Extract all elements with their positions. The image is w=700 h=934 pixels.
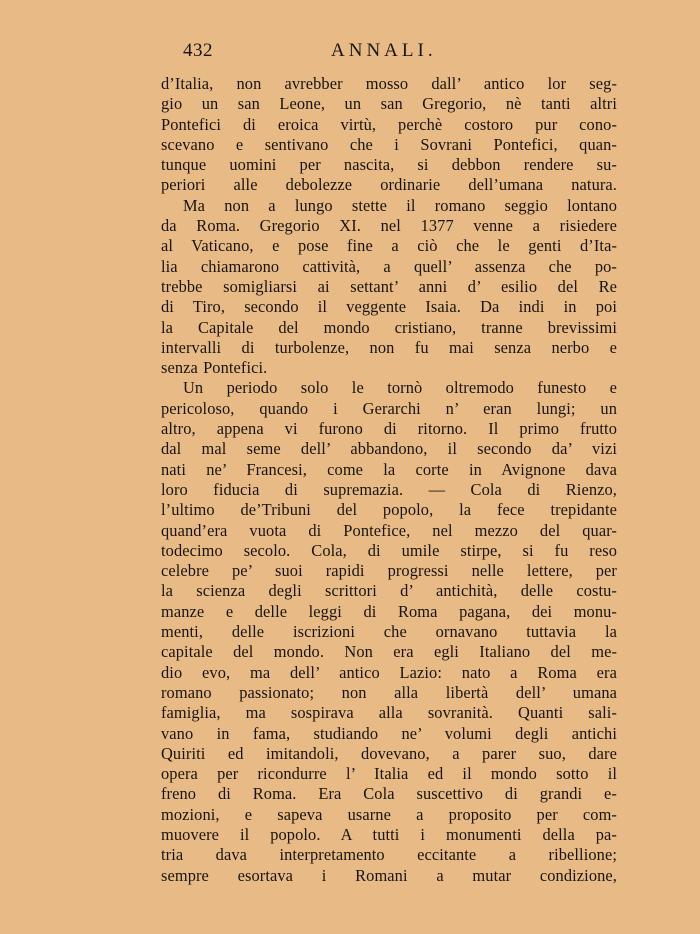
running-title: ANNALI. xyxy=(331,40,437,61)
text-line: scevano e sentivano che i Sovrani Pontefici, quan- xyxy=(161,134,617,154)
text-line: Pontefici di eroica virtù, perchè costoro pur cono- xyxy=(161,114,617,134)
text-line: vano in fama, studiando ne’ volumi degli antichi xyxy=(161,723,617,743)
text-line: altro, appena vi furono di ritorno. Il primo frutto xyxy=(161,419,617,439)
text-line: intervalli di turbolenze, non fu mai senza nerbo e xyxy=(161,337,617,357)
text-line: menti, delle iscrizioni che ornavano tuttavia la xyxy=(161,622,617,642)
text-line: tunque uomini per nascita, si debbon rendere su- xyxy=(161,155,617,175)
book-page xyxy=(161,40,617,886)
text-line: famiglia, ma sospirava alla sovranità. Quanti sali- xyxy=(161,703,617,723)
text-line: pericoloso, quando i Gerarchi n’ eran lungi; un xyxy=(161,398,617,418)
text-line: l’ultimo de’Tribuni del popolo, la fece trepidante xyxy=(161,500,617,520)
body-text xyxy=(161,74,617,886)
text-line: celebre pe’ suoi rapidi progressi nelle lettere, per xyxy=(161,561,617,581)
text-line: nati ne’ Francesi, come la corte in Avignone dava xyxy=(161,459,617,479)
text-line: opera per ricondurre l’ Italia ed il mondo sotto il xyxy=(161,764,617,784)
text-line: da Roma. Gregorio XI. nel 1377 venne a risiedere xyxy=(161,216,617,236)
text-line: muovere il popolo. A tutti i monumenti della pa- xyxy=(161,824,617,844)
text-line: la Capitale del mondo cristiano, tranne brevissimi xyxy=(161,317,617,337)
text-line: dio evo, ma dell’ antico Lazio: nato a Roma era xyxy=(161,662,617,682)
text-line: al Vaticano, e pose fine a ciò che le genti d’Ita- xyxy=(161,236,617,256)
text-line: periori alle debolezze ordinarie dell’umana natura. xyxy=(161,175,617,195)
text-line: di Tiro, secondo il veggente Isaia. Da indi in poi xyxy=(161,297,617,317)
text-line: quand’era vuota di Pontefice, nel mezzo del quar- xyxy=(161,520,617,540)
text-line: la scienza degli scrittori d’ antichità, delle costu- xyxy=(161,581,617,601)
text-line: senza Pontefici. xyxy=(161,358,268,378)
page-header xyxy=(161,40,617,74)
text-line: Ma non a lungo stette il romano seggio lontano xyxy=(183,195,617,215)
text-line: todecimo secolo. Cola, di umile stirpe, si fu reso xyxy=(161,540,617,560)
text-line: loro fiducia di supremazia. — Cola di Rienzo, xyxy=(161,479,617,499)
text-line: freno di Roma. Era Cola suscettivo di grandi e- xyxy=(161,784,617,804)
text-line: manze e delle leggi di Roma pagana, dei monu- xyxy=(161,601,617,621)
text-line: dal mal seme dell’ abbandono, il secondo da’ vizi xyxy=(161,439,617,459)
text-line: Un periodo solo le tornò oltremodo funesto e xyxy=(183,378,617,398)
text-line: d’Italia, non avrebber mosso dall’ antico lor seg- xyxy=(161,74,617,93)
text-line: gio un san Leone, un san Gregorio, nè tanti altri xyxy=(161,94,617,114)
text-line: capitale del mondo. Non era egli Italiano del me- xyxy=(161,642,617,662)
text-line: romano passionato; non alla libertà dell’ umana xyxy=(161,682,617,702)
text-line: lia chiamarono cattività, a quell’ assenza che po- xyxy=(161,256,617,276)
page-number: 432 xyxy=(183,40,213,61)
text-line: sempre esortava i Romani a mutar condizione, xyxy=(161,865,617,885)
text-line: tria dava interpretamento eccitante a ribellione; xyxy=(161,845,617,865)
text-line: trebbe somigliarsi ai settant’ anni d’ esilio del Re xyxy=(161,276,617,296)
text-line: Quiriti ed imitandoli, dovevano, a parer suo, dare xyxy=(161,743,617,763)
text-line: mozioni, e sapeva usarne a proposito per com- xyxy=(161,804,617,824)
